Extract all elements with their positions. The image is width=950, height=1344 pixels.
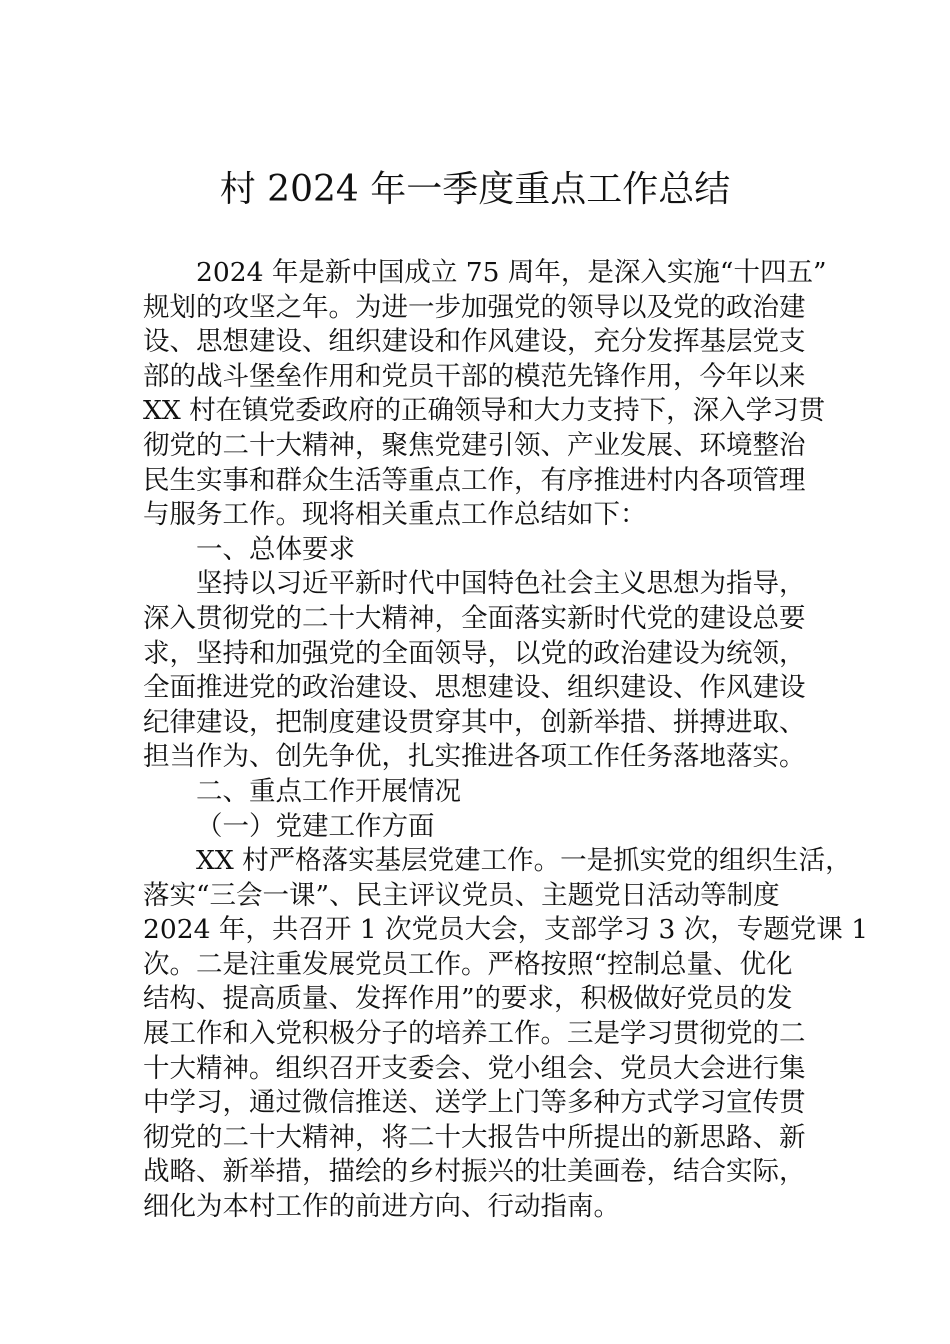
paragraph-line: 设、思想建设、组织建设和作风建设，充分发挥基层党支 [143,326,806,358]
paragraph-line: 担当作为、创先争优，扎实推进各项工作任务落地落实。 [143,741,806,773]
paragraph-line: 次。二是注重发展党员工作。严格按照“控制总量、优化 [143,948,793,980]
paragraph-line: 规划的攻坚之年。为进一步加强党的领导以及党的政治建 [143,291,806,323]
paragraph-line: 纪律建设，把制度建设贯穿其中，创新举措、拼搏进取、 [143,706,806,738]
paragraph-line: 与服务工作。现将相关重点工作总结如下： [143,499,647,531]
paragraph-line: 结构、提高质量、发挥作用”的要求，积极做好党员的发 [143,983,793,1015]
document-title: 村 2024 年一季度重点工作总结 [219,169,731,210]
section-heading: 二、重点工作开展情况 [196,775,461,807]
subsection-heading: （一）党建工作方面 [196,810,435,842]
paragraph-line: 求，坚持和加强党的全面领导，以党的政治建设为统领， [143,637,806,669]
paragraph-line: 十大精神。组织召开支委会、党小组会、党员大会进行集 [143,1052,806,1084]
paragraph-line: XX 村严格落实基层党建工作。一是抓实党的组织生活， [196,845,852,877]
paragraph-line: 彻党的二十大精神，聚焦党建引领、产业发展、环境整治 [143,429,806,461]
paragraph-line: 2024 年，共召开 1 次党员大会，支部学习 3 次，专题党课 1 [143,914,869,946]
paragraph-line: XX 村在镇党委政府的正确领导和大力支持下，深入学习贯 [143,395,826,427]
document-body [143,256,869,1225]
paragraph-line: 2024 年是新中国成立 75 周年，是深入实施“十四五” [196,257,827,288]
paragraph-line: 战略、新举措，描绘的乡村振兴的壮美画卷，结合实际， [143,1156,806,1188]
paragraph-line: 细化为本村工作的前进方向、行动指南。 [143,1191,620,1223]
paragraph-line: 彻党的二十大精神，将二十大报告中所提出的新思路、新 [143,1121,806,1153]
paragraph-line: 民生实事和群众生活等重点工作，有序推进村内各项管理 [143,464,806,496]
paragraph-line: 中学习，通过微信推送、送学上门等多种方式学习宣传贯 [143,1087,806,1119]
paragraph-line: 展工作和入党积极分子的培养工作。三是学习贯彻党的二 [143,1018,806,1050]
paragraph-line: 落实“三会一课”、民主评议党员、主题党日活动等制度 [143,879,780,911]
paragraph-line: 全面推进党的政治建设、思想建设、组织建设、作风建设 [143,672,806,704]
paragraph-line: 部的战斗堡垒作用和党员干部的模范先锋作用，今年以来 [143,360,806,392]
paragraph-line: 深入贯彻党的二十大精神，全面落实新时代党的建设总要 [143,602,806,634]
section-heading: 一、总体要求 [196,533,355,565]
paragraph-line: 坚持以习近平新时代中国特色社会主义思想为指导， [196,568,806,600]
